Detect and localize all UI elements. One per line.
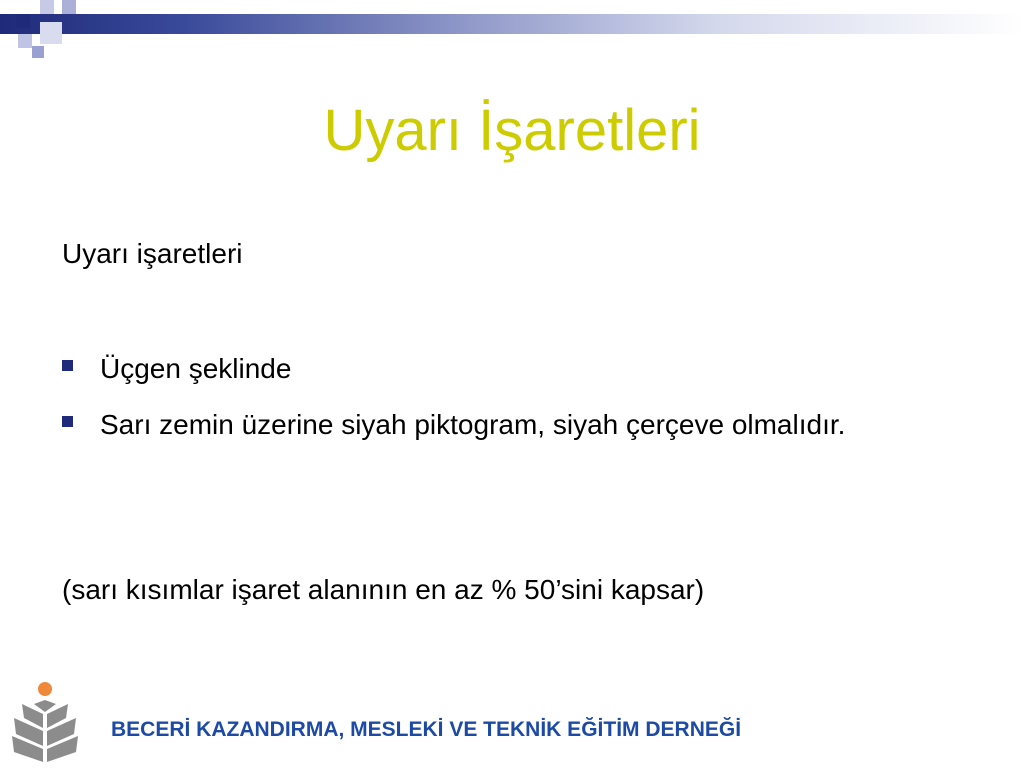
bullet-item: [62, 346, 942, 392]
square-bullet-icon: [62, 360, 73, 371]
header-square-light-icon: [40, 22, 62, 44]
note-text: (sarı kısımlar işaret alanının en az % 50’sini kapsar): [62, 574, 705, 605]
bullet-text: Sarı zemin üzerine siyah piktogram, siyah çerçeve olmalıdır.: [100, 409, 846, 440]
bullet-text: Üçgen şeklinde: [100, 353, 292, 384]
header-square-mid-icon: [32, 46, 44, 58]
header-square-navy-icon: [16, 14, 30, 28]
book-sprout-logo-icon: [10, 682, 86, 762]
header-square-light-icon: [62, 0, 76, 14]
square-bullet-icon: [62, 416, 73, 427]
intro-text: Uyarı işaretleri: [62, 238, 243, 269]
slide-title: Uyarı İşaretleri: [323, 98, 701, 163]
bullet-item: [62, 402, 872, 448]
header-square-mid-icon: [18, 34, 32, 48]
footer-organization-name: BECERİ KAZANDIRMA, MESLEKİ VE TEKNİK EĞİTİM DERNEĞİ: [111, 718, 742, 741]
header-gradient-band: [0, 14, 1024, 34]
header-square-light-icon: [40, 0, 54, 14]
